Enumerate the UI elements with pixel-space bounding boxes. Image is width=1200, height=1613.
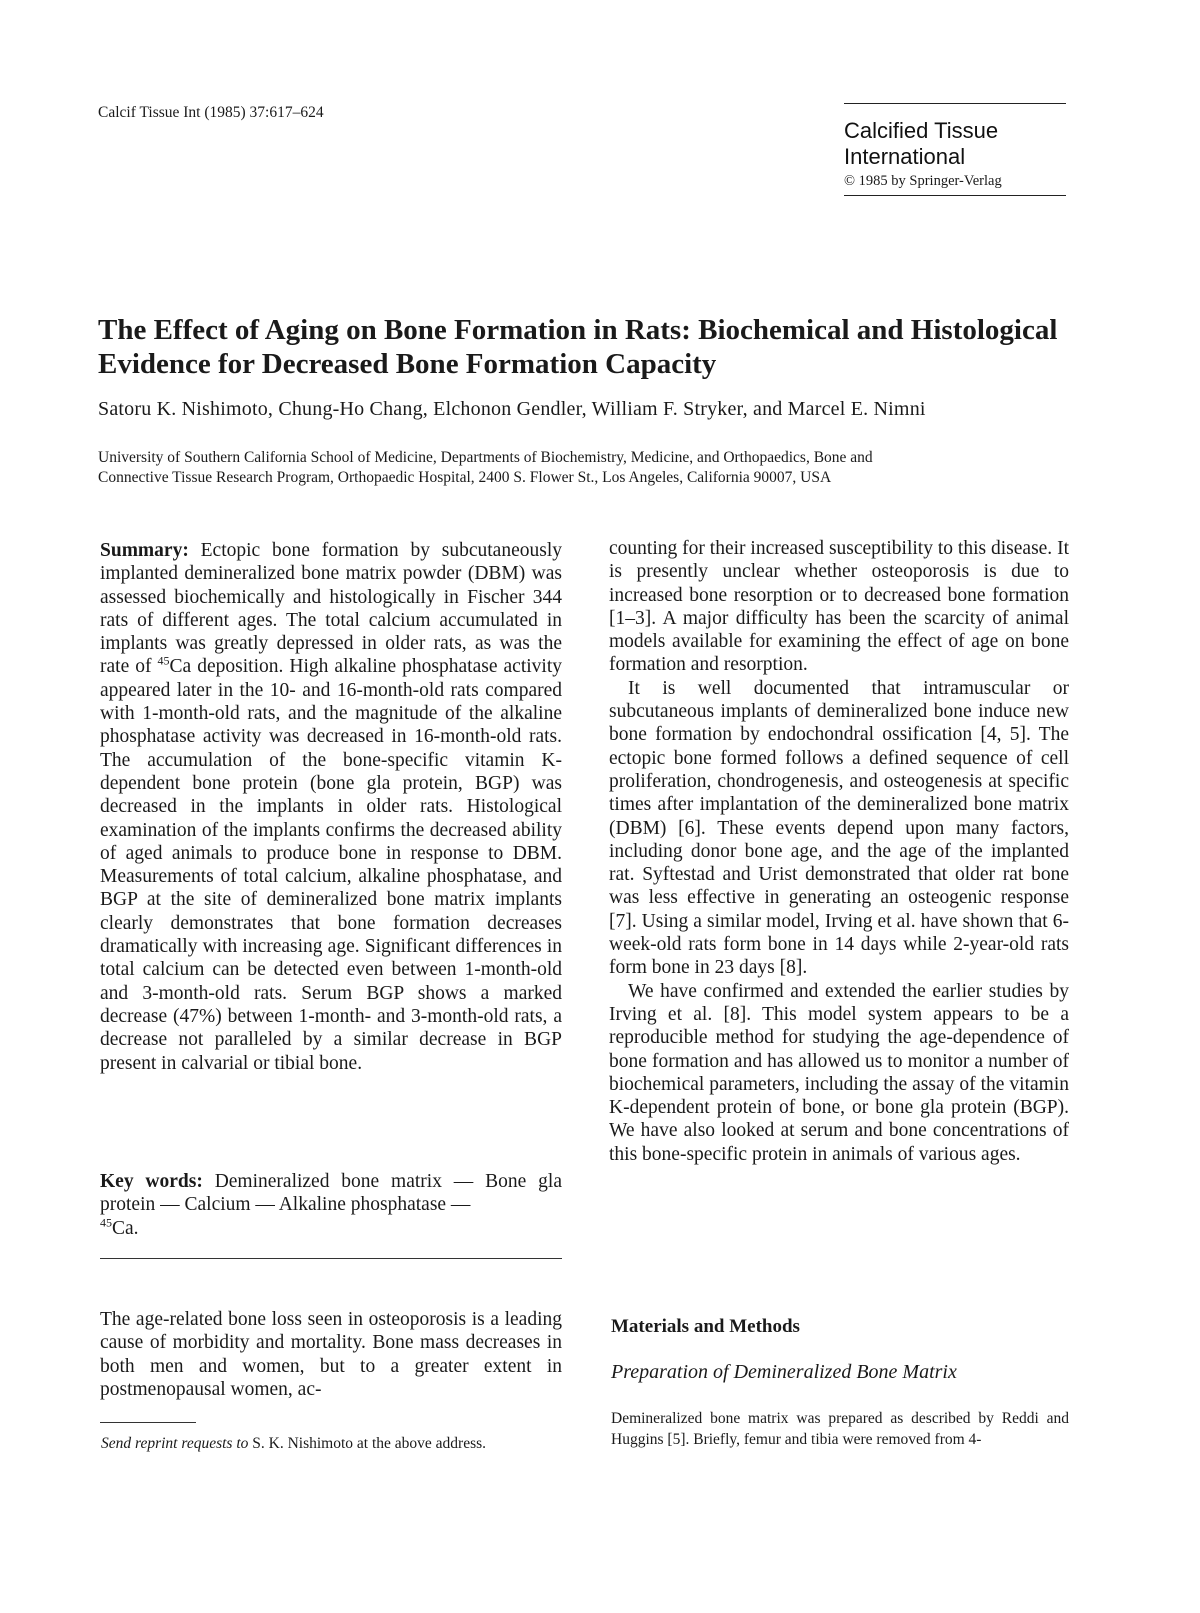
intro-paragraph: The age-related bone loss seen in osteoporosis is a leading cause of morbidity and mortality. Bone mass decreases in both men and women, but to a greater extent in postmenopausal women, ac- [100,1309,562,1400]
keywords-text: Demineralized bone matrix — Bone gla protein — Calcium — Alkaline phosphatase — [100,1171,562,1216]
isotope-superscript: 45 [157,653,170,668]
affiliation [98,448,1058,488]
journal-citation: Calcif Tissue Int (1985) 37:617–624 [98,104,324,121]
affiliation-line2: Connective Tissue Research Program, Orthopaedic Hospital, 2400 S. Flower St., Los Angeles, California 90007, USA [98,469,832,486]
affiliation-line1: University of Southern California School of Medicine, Departments of Biochemistry, Medicine, and Orthopaedics, Bone and [98,449,873,466]
subsection-heading-dbm-preparation: Preparation of Demineralized Bone Matrix [611,1361,957,1383]
summary-text-part1: Ectopic bone formation by subcutaneously implanted demineralized bone matrix powder (DBM) was assessed biochemically and histologically in Fischer 344 rats of different ages. The total calcium accumulated in implants was greatly depressed in older rats, as was the rate of [100,540,562,678]
reprint-footnote [101,1435,486,1453]
footnote-italic: Send reprint requests to [101,1435,249,1452]
keywords-paragraph [100,1170,562,1240]
article-title-line1: The Effect of Aging on Bone Formation in Rats: Biochemical and Histological [98,314,1058,346]
masthead-top-rule [844,103,1066,104]
intro-paragraph-2: It is well documented that intramuscular or subcutaneous implants of demineralized bone induce new bone formation by endochondral ossification [4, 5]. The ectopic bone formed follows a defined sequence of cell proliferation, chondrogenesis, and osteogenesis at specific times after implantation of the demineralized bone matrix (DBM) [6]. These events depend upon many factors, including donor bone age, and the age of the implanted rat. Syftestad and Urist demonstrated that older rat bone was less effective in generating an osteogenic response [7]. Using a similar model, Irving et al. have shown that 6-week-old rats form bone in 14 days while 2-year-old rats form bone in 23 days [8]. [609,677,1069,979]
author-list: Satoru K. Nishimoto, Chung-Ho Chang, Elchonon Gendler, William F. Stryker, and Marcel E. Nimni [98,398,926,420]
article-title [98,313,1098,381]
footnote-text: S. K. Nishimoto at the above address. [248,1435,487,1452]
journal-masthead [844,103,1066,196]
isotope-superscript: 45 [100,1215,112,1230]
copyright-notice: © 1985 by Springer-Verlag [844,173,1002,189]
abstract-divider [100,1258,562,1259]
footnote-rule [100,1422,196,1423]
journal-name-line2: International [844,144,966,169]
methods-paragraph: Demineralized bone matrix was prepared as described by Reddi and Huggins [5]. Briefly, femur and tibia were removed from 4- [611,1410,1069,1448]
section-heading-materials-methods: Materials and Methods [611,1316,800,1337]
summary-label: Summary: [100,540,189,561]
intro-paragraph-continued: counting for their increased susceptibility to this disease. It is presently unclear whether osteoporosis is due to increased bone resorption or to decreased bone formation [1–3]. A major difficulty has been the scarcity of animal models available for examining the effect of age on bone formation and resorption. [609,538,1069,676]
summary-paragraph [100,539,562,1075]
journal-name-line1: Calcified Tissue [844,118,999,143]
intro-right-column [609,537,1069,1166]
masthead-bottom-rule [844,195,1066,196]
keywords-label: Key words: [100,1171,203,1192]
keywords-block [100,1170,562,1240]
keywords-tail: Ca. [112,1217,139,1239]
intro-left-column [100,1308,562,1401]
journal-name [844,118,1066,170]
article-title-line2: Evidence for Decreased Bone Formation Capacity [98,348,717,380]
summary-block [100,539,562,1075]
intro-paragraph-3: We have confirmed and extended the earlier studies by Irving et al. [8]. This model system appears to be a reproducible method for studying the age-dependence of bone formation and has allowed us to monitor a number of biochemical parameters, including the assay of the vitamin K-dependent protein of bone, or bone gla protein (BGP). We have also looked at serum and bone concentrations of this bone-specific protein in animals of various ages. [609,980,1069,1165]
summary-text-part2: Ca deposition. High alkaline phosphatase activity appeared later in the 10- and 16-month-old rats compared with 1-month-old rats, and the magnitude of the alkaline phosphatase activity was decreased in 16-month-old rats. The accumulation of the bone-specific vitamin K-dependent bone protein (bone gla protein, BGP) was decreased in the implants in older rats. Histological examination of the implants confirms the decreased ability of aged animals to produce bone in response to DBM. Measurements of total calcium, alkaline phosphatase, and BGP at the site of demineralized bone matrix implants clearly demonstrates that bone formation decreases dramatically with increasing age. Significant differences in total calcium can be detected even between 1-month-old and 3-month-old rats. Serum BGP shows a marked decrease (47%) between 1-month- and 3-month-old rats, a decrease not paralleled by a similar decrease in BGP present in calvarial or tibial bone. [100,656,563,1074]
